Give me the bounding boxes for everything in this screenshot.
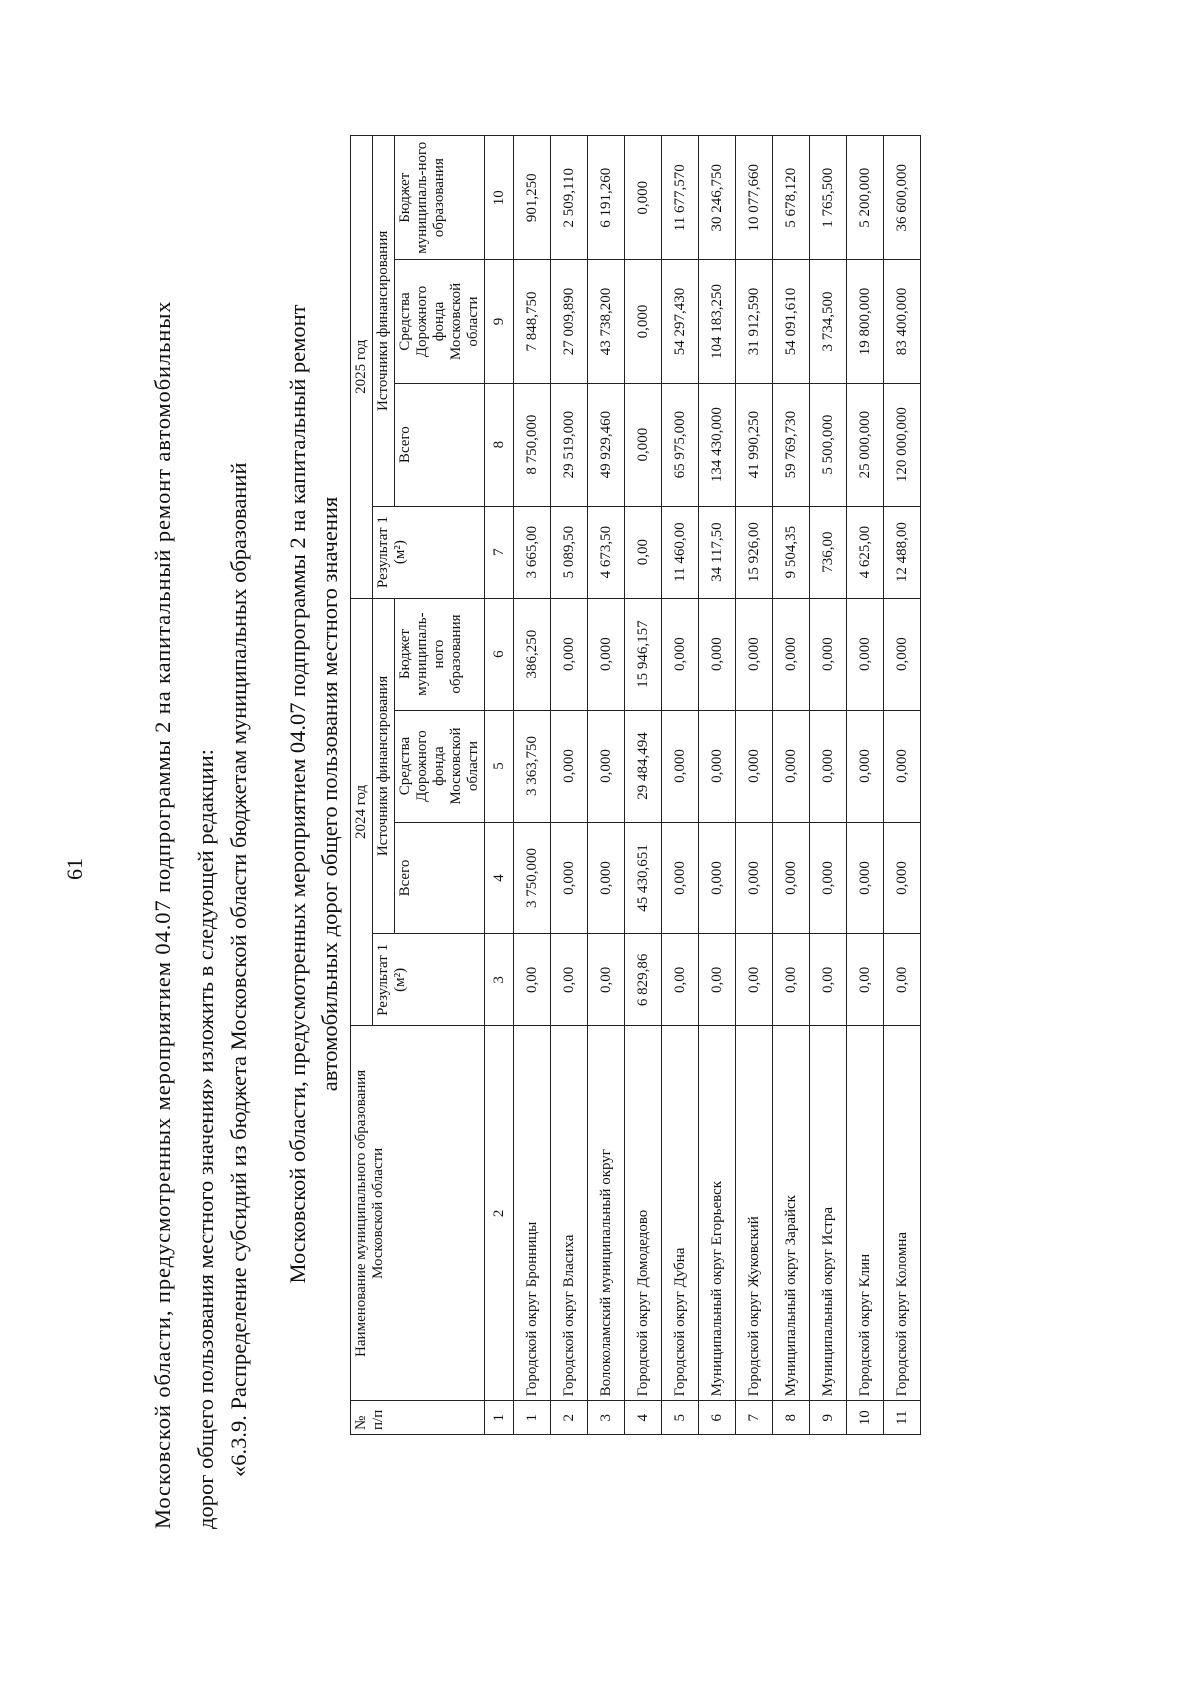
table-row: [625, 136, 662, 1435]
cell-b25: 0,000: [625, 136, 662, 260]
row-number: 1: [514, 1401, 551, 1435]
cell-f25: 54 297,430: [662, 260, 699, 383]
municipality-name: Муниципальный округ Зарайск: [773, 1026, 810, 1401]
cell-r24: 0,00: [588, 934, 625, 1026]
column-number: 2: [485, 1026, 514, 1401]
table-row: [810, 136, 847, 1435]
municipality-name: Городской округ Дубна: [662, 1026, 699, 1401]
section-title-line-1: «6.3.9. Распределение субсидий из бюджета Московской области бюджетам муниципальных образований: [226, 462, 251, 1477]
municipality-name: Городской округ Клин: [847, 1026, 884, 1401]
cell-f25: 104 183,250: [699, 260, 736, 383]
cell-t25: 59 769,730: [773, 383, 810, 506]
cell-t24: 0,000: [662, 822, 699, 934]
header-result-2025: Результат 1 (м²): [373, 506, 485, 598]
header-total-2024: Всего: [395, 822, 485, 934]
cell-b25: 5 678,120: [773, 136, 810, 260]
header-road-fund-2024: Средства Дорожного фонда Московской области: [395, 710, 485, 822]
header-municipal-budget-2024: Бюджет муниципаль-ного образования: [395, 598, 485, 710]
column-number: 7: [485, 506, 514, 598]
row-number: 8: [773, 1401, 810, 1435]
cell-b25: 1 765,500: [810, 136, 847, 260]
intro-line-2: дорог общего пользования местного значения» изложить в следующей редакции:: [193, 749, 218, 1529]
cell-t24: 0,000: [773, 822, 810, 934]
cell-t25: 49 929,460: [588, 383, 625, 506]
cell-f24: 0,000: [551, 710, 588, 822]
cell-r24: 0,00: [662, 934, 699, 1026]
cell-f24: 0,000: [736, 710, 773, 822]
cell-f24: 29 484,494: [625, 710, 662, 822]
intro-line-1: Московской области, предусмотренных мероприятием 04.07 подпрограммы 2 на капитальный ремонт автомобильных: [150, 300, 175, 1529]
table-row: [514, 136, 551, 1435]
cell-b25: 2 509,110: [551, 136, 588, 260]
municipality-name: Городской округ Жуковский: [736, 1026, 773, 1401]
cell-t25: 0,000: [625, 383, 662, 506]
cell-r24: 0,00: [884, 934, 921, 1026]
cell-b24: 0,000: [551, 598, 588, 710]
page-number: 61: [62, 858, 87, 880]
header-sources-2025: Источники финансирования: [373, 136, 395, 507]
cell-f25: 31 912,590: [736, 260, 773, 383]
cell-b25: 11 677,570: [662, 136, 699, 260]
header-num: № п/п: [351, 1401, 485, 1435]
cell-r24: 0,00: [699, 934, 736, 1026]
cell-f24: 0,000: [588, 710, 625, 822]
cell-r24: 0,00: [514, 934, 551, 1026]
column-number: 3: [485, 934, 514, 1026]
cell-t24: 3 750,000: [514, 822, 551, 934]
cell-t24: 0,000: [810, 822, 847, 934]
cell-b24: 0,000: [884, 598, 921, 710]
cell-f25: 3 734,500: [810, 260, 847, 383]
cell-r25: 0,00: [625, 506, 662, 598]
row-number: 3: [588, 1401, 625, 1435]
cell-f25: 83 400,000: [884, 260, 921, 383]
cell-t25: 120 000,000: [884, 383, 921, 506]
cell-f25: 19 800,000: [847, 260, 884, 383]
header-sources-2024: Источники финансирования: [373, 598, 395, 934]
cell-f25: 0,000: [625, 260, 662, 383]
cell-r24: 0,00: [551, 934, 588, 1026]
cell-t24: 0,000: [699, 822, 736, 934]
cell-r25: 736,00: [810, 506, 847, 598]
cell-b24: 15 946,157: [625, 598, 662, 710]
cell-b25: 30 246,750: [699, 136, 736, 260]
cell-r24: 0,00: [810, 934, 847, 1026]
column-number: 1: [485, 1401, 514, 1435]
cell-f24: 3 363,750: [514, 710, 551, 822]
cell-t25: 5 500,000: [810, 383, 847, 506]
header-total-2025: Всего: [395, 383, 485, 506]
table-row: [773, 136, 810, 1435]
cell-r25: 9 504,35: [773, 506, 810, 598]
cell-b24: 0,000: [810, 598, 847, 710]
cell-t24: 0,000: [736, 822, 773, 934]
cell-f24: 0,000: [884, 710, 921, 822]
row-number: 5: [662, 1401, 699, 1435]
row-number: 2: [551, 1401, 588, 1435]
cell-r25: 5 089,50: [551, 506, 588, 598]
cell-t24: 0,000: [551, 822, 588, 934]
cell-r24: 0,00: [773, 934, 810, 1026]
cell-f25: 27 009,890: [551, 260, 588, 383]
cell-r24: 0,00: [736, 934, 773, 1026]
header-road-fund-2025: Средства Дорожного фонда Московской области: [395, 260, 485, 383]
municipality-name: Городской округ Власиха: [551, 1026, 588, 1401]
cell-f25: 54 091,610: [773, 260, 810, 383]
table-row: [736, 136, 773, 1435]
cell-f24: 0,000: [810, 710, 847, 822]
cell-t24: 0,000: [588, 822, 625, 934]
header-year-2024: 2024 год: [351, 598, 373, 1026]
section-title-line-2: Московской области, предусмотренных мероприятием 04.07 подпрограммы 2 на капитальный ремонт: [285, 304, 310, 1284]
cell-b24: 0,000: [699, 598, 736, 710]
cell-r25: 12 488,00: [884, 506, 921, 598]
cell-t24: 45 430,651: [625, 822, 662, 934]
column-number: 4: [485, 822, 514, 934]
cell-t25: 65 975,000: [662, 383, 699, 506]
cell-f24: 0,000: [847, 710, 884, 822]
cell-r25: 34 117,50: [699, 506, 736, 598]
municipality-name: Городской округ Домодедово: [625, 1026, 662, 1401]
section-title-line-3: автомобильных дорог общего пользования местного значения: [317, 496, 342, 1092]
cell-b24: 0,000: [736, 598, 773, 710]
cell-b25: 901,250: [514, 136, 551, 260]
header-year-2025: 2025 год: [351, 136, 373, 599]
cell-f25: 43 738,200: [588, 260, 625, 383]
table-row: [588, 136, 625, 1435]
row-number: 7: [736, 1401, 773, 1435]
cell-t25: 25 000,000: [847, 383, 884, 506]
cell-t25: 29 519,000: [551, 383, 588, 506]
column-number: 5: [485, 710, 514, 822]
table-row: [884, 136, 921, 1435]
cell-f24: 0,000: [662, 710, 699, 822]
cell-t24: 0,000: [847, 822, 884, 934]
cell-f25: 7 848,750: [514, 260, 551, 383]
header-municipal-budget-2025: Бюджет муниципаль-ного образования: [395, 136, 485, 260]
row-number: 9: [810, 1401, 847, 1435]
column-number: 6: [485, 598, 514, 710]
municipality-name: Волоколамский муниципальный округ: [588, 1026, 625, 1401]
cell-b25: 10 077,660: [736, 136, 773, 260]
cell-r25: 4 625,00: [847, 506, 884, 598]
table-row: [662, 136, 699, 1435]
subsidy-table: [350, 135, 921, 1435]
municipality-name: Городской округ Коломна: [884, 1026, 921, 1401]
cell-r25: 4 673,50: [588, 506, 625, 598]
cell-r25: 11 460,00: [662, 506, 699, 598]
header-result-2024: Результат 1 (м²): [373, 934, 485, 1026]
table-row: [847, 136, 884, 1435]
header-name: Наименование муниципального образования Московской области: [351, 1026, 485, 1401]
column-number: 10: [485, 136, 514, 260]
column-number: 9: [485, 260, 514, 383]
cell-b24: 386,250: [514, 598, 551, 710]
cell-r24: 0,00: [847, 934, 884, 1026]
row-number: 4: [625, 1401, 662, 1435]
municipality-name: Городской округ Бронницы: [514, 1026, 551, 1401]
cell-b25: 6 191,260: [588, 136, 625, 260]
cell-t24: 0,000: [884, 822, 921, 934]
row-number: 11: [884, 1401, 921, 1435]
cell-b24: 0,000: [773, 598, 810, 710]
cell-f24: 0,000: [699, 710, 736, 822]
cell-r25: 15 926,00: [736, 506, 773, 598]
table-row: [551, 136, 588, 1435]
table-body: [514, 136, 921, 1435]
table-row: [699, 136, 736, 1435]
cell-b24: 0,000: [588, 598, 625, 710]
municipality-name: Муниципальный округ Истра: [810, 1026, 847, 1401]
row-number: 10: [847, 1401, 884, 1435]
cell-r25: 3 665,00: [514, 506, 551, 598]
cell-f24: 0,000: [773, 710, 810, 822]
cell-b25: 5 200,000: [847, 136, 884, 260]
row-number: 6: [699, 1401, 736, 1435]
cell-t25: 41 990,250: [736, 383, 773, 506]
cell-b24: 0,000: [847, 598, 884, 710]
cell-t25: 134 430,000: [699, 383, 736, 506]
cell-b24: 0,000: [662, 598, 699, 710]
municipality-name: Муниципальный округ Егорьевск: [699, 1026, 736, 1401]
cell-b25: 36 600,000: [884, 136, 921, 260]
column-number: 8: [485, 383, 514, 506]
cell-t25: 8 750,000: [514, 383, 551, 506]
cell-r24: 6 829,86: [625, 934, 662, 1026]
